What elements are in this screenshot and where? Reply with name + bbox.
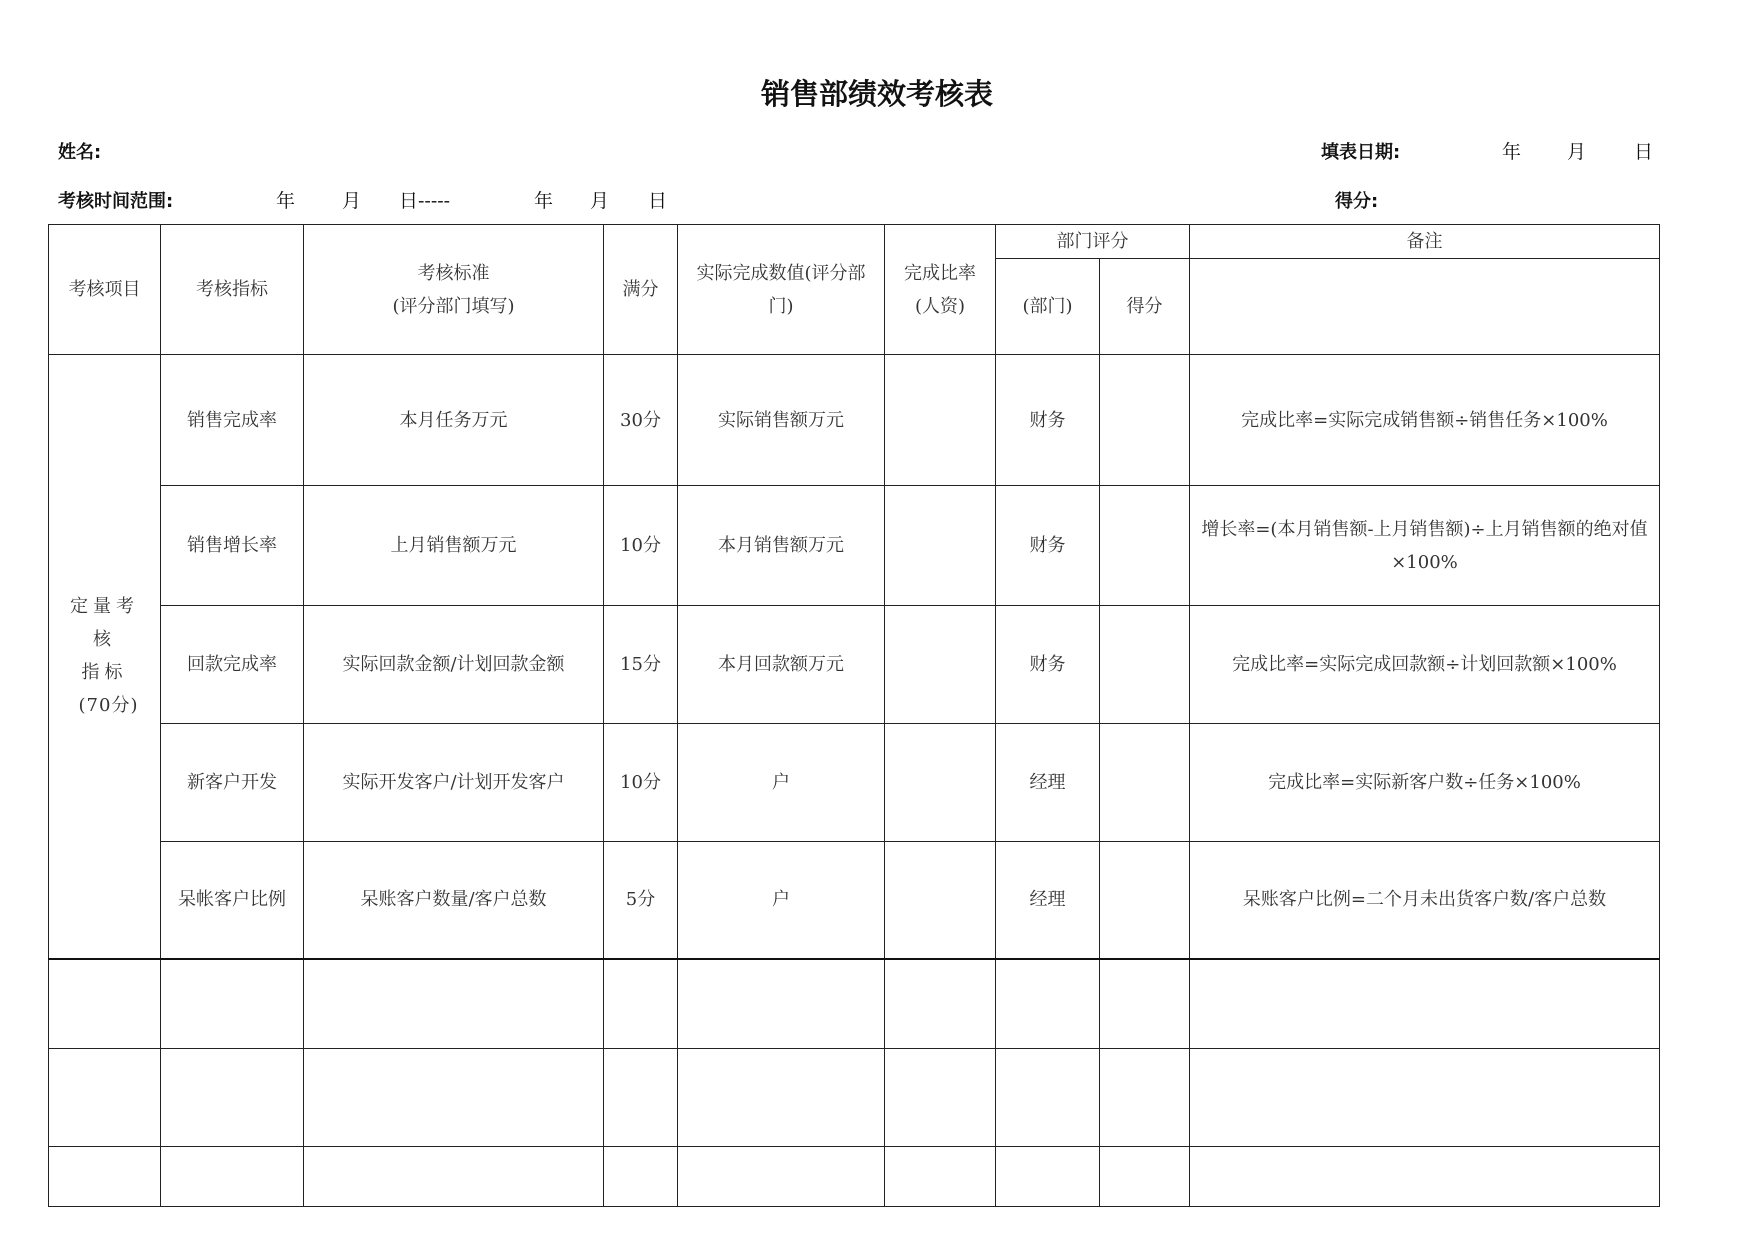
- indicator-cell: 销售增长率: [161, 486, 304, 606]
- fill-date-year: 年: [1502, 141, 1522, 163]
- assessment-table: [48, 224, 1660, 1207]
- blank-cell[interactable]: [885, 1049, 996, 1147]
- header-project: 考核项目: [49, 225, 161, 355]
- header-standard: [304, 225, 604, 355]
- standard-cell: 本月任务万元: [304, 355, 604, 486]
- standard-cell: 上月销售额万元: [304, 486, 604, 606]
- blank-cell[interactable]: [161, 959, 304, 1049]
- blank-cell[interactable]: [604, 1147, 678, 1207]
- blank-cell[interactable]: [1190, 1049, 1660, 1147]
- header-score: 得分: [1100, 259, 1190, 355]
- period-end-day: 日: [648, 190, 668, 212]
- actual-value-cell: 本月销售额万元: [678, 486, 885, 606]
- blank-cell[interactable]: [885, 959, 996, 1049]
- score-cell[interactable]: [1100, 486, 1190, 606]
- blank-cell[interactable]: [885, 1147, 996, 1207]
- blank-row: [49, 959, 1660, 1049]
- indicator-cell: 销售完成率: [161, 355, 304, 486]
- dept-cell: 经理: [996, 842, 1100, 959]
- ratio-cell[interactable]: [885, 842, 996, 959]
- header-ratio: [885, 225, 996, 355]
- score-cell[interactable]: [1100, 606, 1190, 724]
- indicator-cell: 呆帐客户比例: [161, 842, 304, 959]
- full-score-cell: 10分: [604, 486, 678, 606]
- full-score-cell: 5分: [604, 842, 678, 959]
- header-full-score: 满分: [604, 225, 678, 355]
- full-score-cell: 30分: [604, 355, 678, 486]
- actual-value-cell: 户: [678, 842, 885, 959]
- remark-cell: 完成比率=实际新客户数÷任务×100%: [1190, 724, 1660, 842]
- dept-cell: 财务: [996, 486, 1100, 606]
- period-end-month: 月: [590, 190, 610, 212]
- dept-cell: 经理: [996, 724, 1100, 842]
- header-ratio-line1: 完成比率: [904, 262, 976, 284]
- header-remarks-blank: [1190, 259, 1660, 355]
- period-start-month: 月: [342, 190, 362, 212]
- period-end-year: 年: [534, 190, 554, 212]
- header-standard-line1: 考核标准: [417, 262, 490, 284]
- blank-row: [49, 1049, 1660, 1147]
- period-start-year: 年: [276, 190, 296, 212]
- header-remarks: 备注: [1190, 225, 1660, 259]
- remark-cell: 完成比率=实际完成销售额÷销售任务×100%: [1190, 355, 1660, 486]
- blank-cell[interactable]: [49, 1147, 161, 1207]
- header-dept-score: 部门评分: [996, 225, 1190, 259]
- remark-cell: 呆账客户比例=二个月未出货客户数/客户总数: [1190, 842, 1660, 959]
- blank-cell[interactable]: [604, 959, 678, 1049]
- standard-cell: 呆账客户数量/客户总数: [304, 842, 604, 959]
- full-score-cell: 10分: [604, 724, 678, 842]
- blank-cell[interactable]: [49, 1049, 161, 1147]
- blank-cell[interactable]: [304, 1049, 604, 1147]
- score-cell[interactable]: [1100, 355, 1190, 486]
- dept-cell: 财务: [996, 355, 1100, 486]
- header-dept: (部门): [996, 259, 1100, 355]
- blank-cell[interactable]: [678, 959, 885, 1049]
- full-score-cell: 15分: [604, 606, 678, 724]
- remark-cell: 增长率=(本月销售额-上月销售额)÷上月销售额的绝对值×100%: [1190, 486, 1660, 606]
- blank-cell[interactable]: [1100, 959, 1190, 1049]
- blank-row: [49, 1147, 1660, 1207]
- fill-date-day: 日: [1634, 141, 1654, 163]
- blank-cell[interactable]: [996, 959, 1100, 1049]
- blank-cell[interactable]: [1100, 1049, 1190, 1147]
- table-row: [49, 842, 1660, 959]
- blank-cell[interactable]: [1190, 959, 1660, 1049]
- table-row: [49, 724, 1660, 842]
- category-cell: [49, 355, 161, 959]
- table-row: [49, 606, 1660, 724]
- dept-cell: 财务: [996, 606, 1100, 724]
- table-row: [49, 486, 1660, 606]
- blank-cell[interactable]: [996, 1147, 1100, 1207]
- blank-cell[interactable]: [678, 1147, 885, 1207]
- ratio-cell[interactable]: [885, 355, 996, 486]
- form-title: 销售部绩效考核表: [760, 77, 993, 111]
- blank-cell[interactable]: [1190, 1147, 1660, 1207]
- table-row: [49, 355, 1660, 486]
- blank-cell[interactable]: [996, 1049, 1100, 1147]
- header-ratio-line2: (人资): [914, 295, 966, 317]
- fill-date-month: 月: [1567, 141, 1587, 163]
- actual-value-cell: 户: [678, 724, 885, 842]
- indicator-cell: 回款完成率: [161, 606, 304, 724]
- category-line2: 指标: [81, 662, 128, 684]
- standard-cell: 实际回款金额/计划回款金额: [304, 606, 604, 724]
- ratio-cell[interactable]: [885, 724, 996, 842]
- category-line1: 定量考核: [70, 596, 139, 651]
- name-label: 姓名:: [58, 142, 102, 163]
- blank-cell[interactable]: [304, 959, 604, 1049]
- remark-cell: 完成比率=实际完成回款额÷计划回款额×100%: [1190, 606, 1660, 724]
- score-label: 得分:: [1335, 191, 1379, 212]
- actual-value-cell: 实际销售额万元: [678, 355, 885, 486]
- blank-cell[interactable]: [161, 1049, 304, 1147]
- ratio-cell[interactable]: [885, 486, 996, 606]
- header-indicator: 考核指标: [161, 225, 304, 355]
- blank-cell[interactable]: [1100, 1147, 1190, 1207]
- blank-cell[interactable]: [49, 959, 161, 1049]
- ratio-cell[interactable]: [885, 606, 996, 724]
- score-cell[interactable]: [1100, 842, 1190, 959]
- indicator-cell: 新客户开发: [161, 724, 304, 842]
- header-standard-line2: (评分部门填写): [392, 295, 515, 317]
- period-label: 考核时间范围:: [58, 191, 174, 212]
- actual-value-cell: 本月回款额万元: [678, 606, 885, 724]
- header-actual-value: 实际完成数值(评分部门): [678, 225, 885, 355]
- category-line3: (70分): [78, 695, 139, 717]
- period-start-day: 日-----: [399, 190, 451, 212]
- standard-cell: 实际开发客户/计划开发客户: [304, 724, 604, 842]
- fill-date-label: 填表日期:: [1321, 142, 1401, 163]
- score-cell[interactable]: [1100, 724, 1190, 842]
- header-row-1: [49, 225, 1660, 259]
- blank-cell[interactable]: [678, 1049, 885, 1147]
- blank-cell[interactable]: [161, 1147, 304, 1207]
- blank-cell[interactable]: [304, 1147, 604, 1207]
- blank-cell[interactable]: [604, 1049, 678, 1147]
